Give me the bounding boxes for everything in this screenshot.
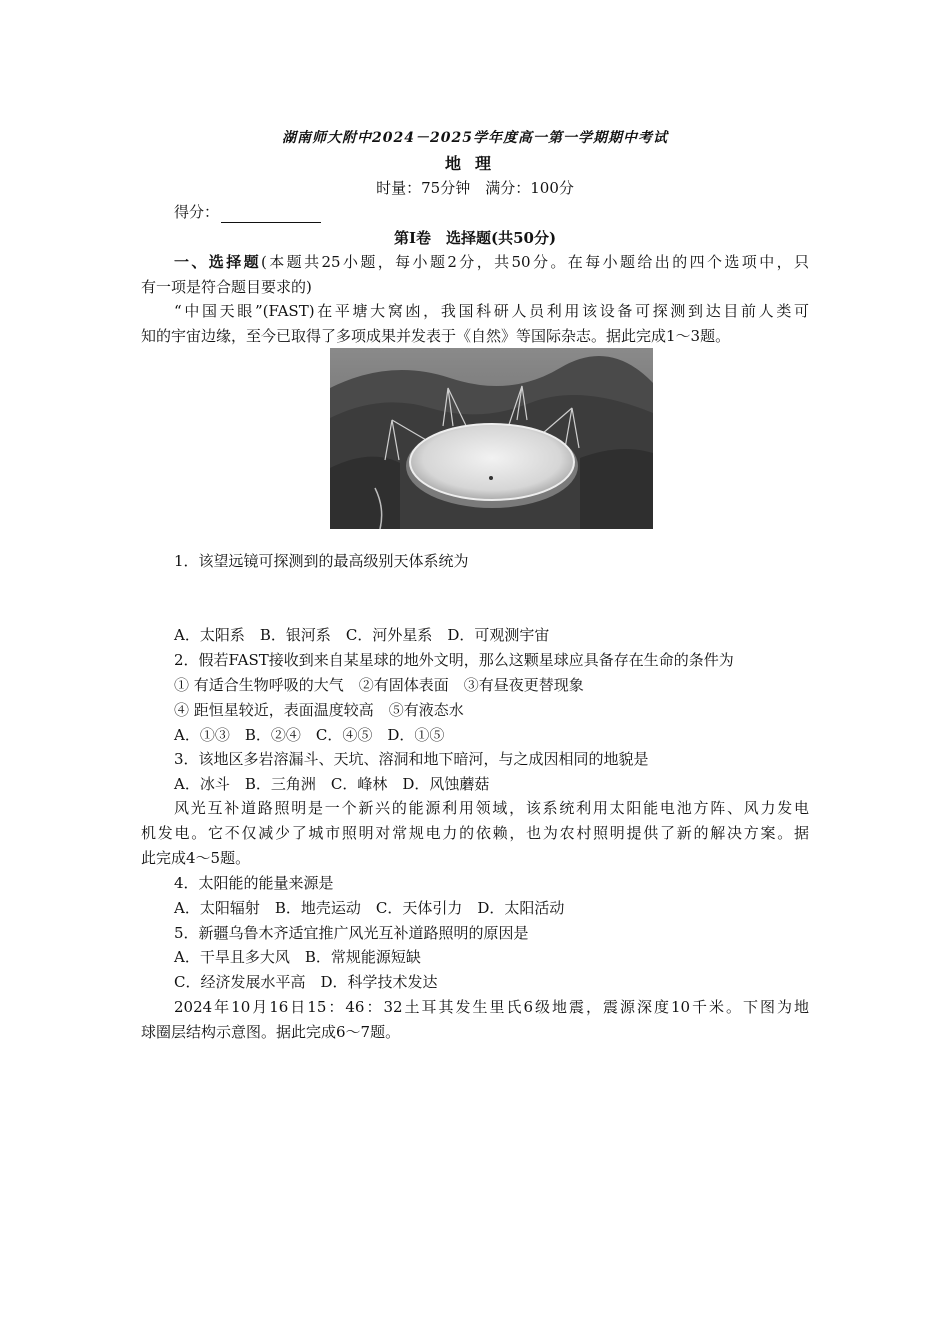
passage2-line1: 风光互补道路照明是一个新兴的能源利用领域，该系统利用太阳能电池方阵、风力发电 xyxy=(174,799,809,817)
passage3-line2: 球圈层结构示意图。据此完成6～7题。 xyxy=(141,1023,401,1041)
section-title: 第Ⅰ卷 选择题(共50分) xyxy=(393,229,557,247)
question-2-items-1: ① 有适合生物呼吸的大气 ②有固体表面 ③有昼夜更替现象 xyxy=(174,676,584,694)
question-3: 3．该地区多岩溶漏斗、天坑、溶洞和地下暗河，与之成因相同的地貌是 xyxy=(174,750,649,768)
passage2-line3: 此完成4～5题。 xyxy=(141,849,251,867)
question-1-options: A．太阳系 B．银河系 C．河外星系 D．可观测宇宙 xyxy=(174,626,550,644)
question-2-options: A．①③ B．②④ C．④⑤ D．①⑤ xyxy=(174,726,445,744)
question-3-options: A．冰斗 B．三角洲 C．峰林 D．风蚀蘑菇 xyxy=(174,775,490,793)
subject-title: 地理 xyxy=(444,154,505,173)
question-5-options-1: A．干旱且多大风 B．常规能源短缺 xyxy=(174,948,421,966)
passage2-line2: 机发电。它不仅减少了城市照明对常规电力的依赖，也为农村照明提供了新的解决方案。据 xyxy=(141,824,809,842)
question-5-options-2: C．经济发展水平高 D．科学技术发达 xyxy=(174,973,438,991)
exam-title: 湖南师大附中2024－2025学年度高一第一学期期中考试 xyxy=(282,130,668,146)
passage1-line1: “中国天眼”(FAST)在平塘大窝凼，我国科研人员利用该设备可探测到达目前人类可 xyxy=(174,302,809,320)
passage3-line1: 2024年10月16日15：46：32土耳其发生里氏6级地震，震源深度10千米。下图为地 xyxy=(174,998,809,1016)
passage1-line2: 知的宇宙边缘，至今已取得了多项成果并发表于《自然》等国际杂志。据此完成1～3题。 xyxy=(141,327,731,345)
time-info: 时量：75分钟 满分：100分 xyxy=(376,179,574,197)
score-row xyxy=(174,201,809,223)
score-label: 得分： xyxy=(174,203,220,221)
question-5: 5．新疆乌鲁木齐适宜推广风光互补道路照明的原因是 xyxy=(174,924,529,942)
part-desc-2: 有一项是符合题目要求的) xyxy=(141,278,312,296)
part-heading: 一、选择题 xyxy=(174,253,262,271)
part-instructions-line1 xyxy=(174,251,809,273)
question-1: 1．该望远镜可探测到的最高级别天体系统为 xyxy=(174,552,469,570)
fast-telescope-photo xyxy=(330,348,653,529)
question-2: 2．假若FAST接收到来自某星球的地外文明，那么这颗星球应具备存在生命的条件为 xyxy=(174,651,734,669)
question-2-items-2: ④ 距恒星较近，表面温度较高 ⑤有液态水 xyxy=(174,701,464,719)
score-blank[interactable] xyxy=(221,206,321,223)
question-4-options: A．太阳辐射 B．地壳运动 C．天体引力 D．太阳活动 xyxy=(174,899,565,917)
part-desc-1: (本题共25小题，每小题2分，共50分。在每小题给出的四个选项中，只 xyxy=(261,253,809,271)
fast-telescope-illustration xyxy=(330,348,653,529)
question-4: 4．太阳能的能量来源是 xyxy=(174,874,334,892)
